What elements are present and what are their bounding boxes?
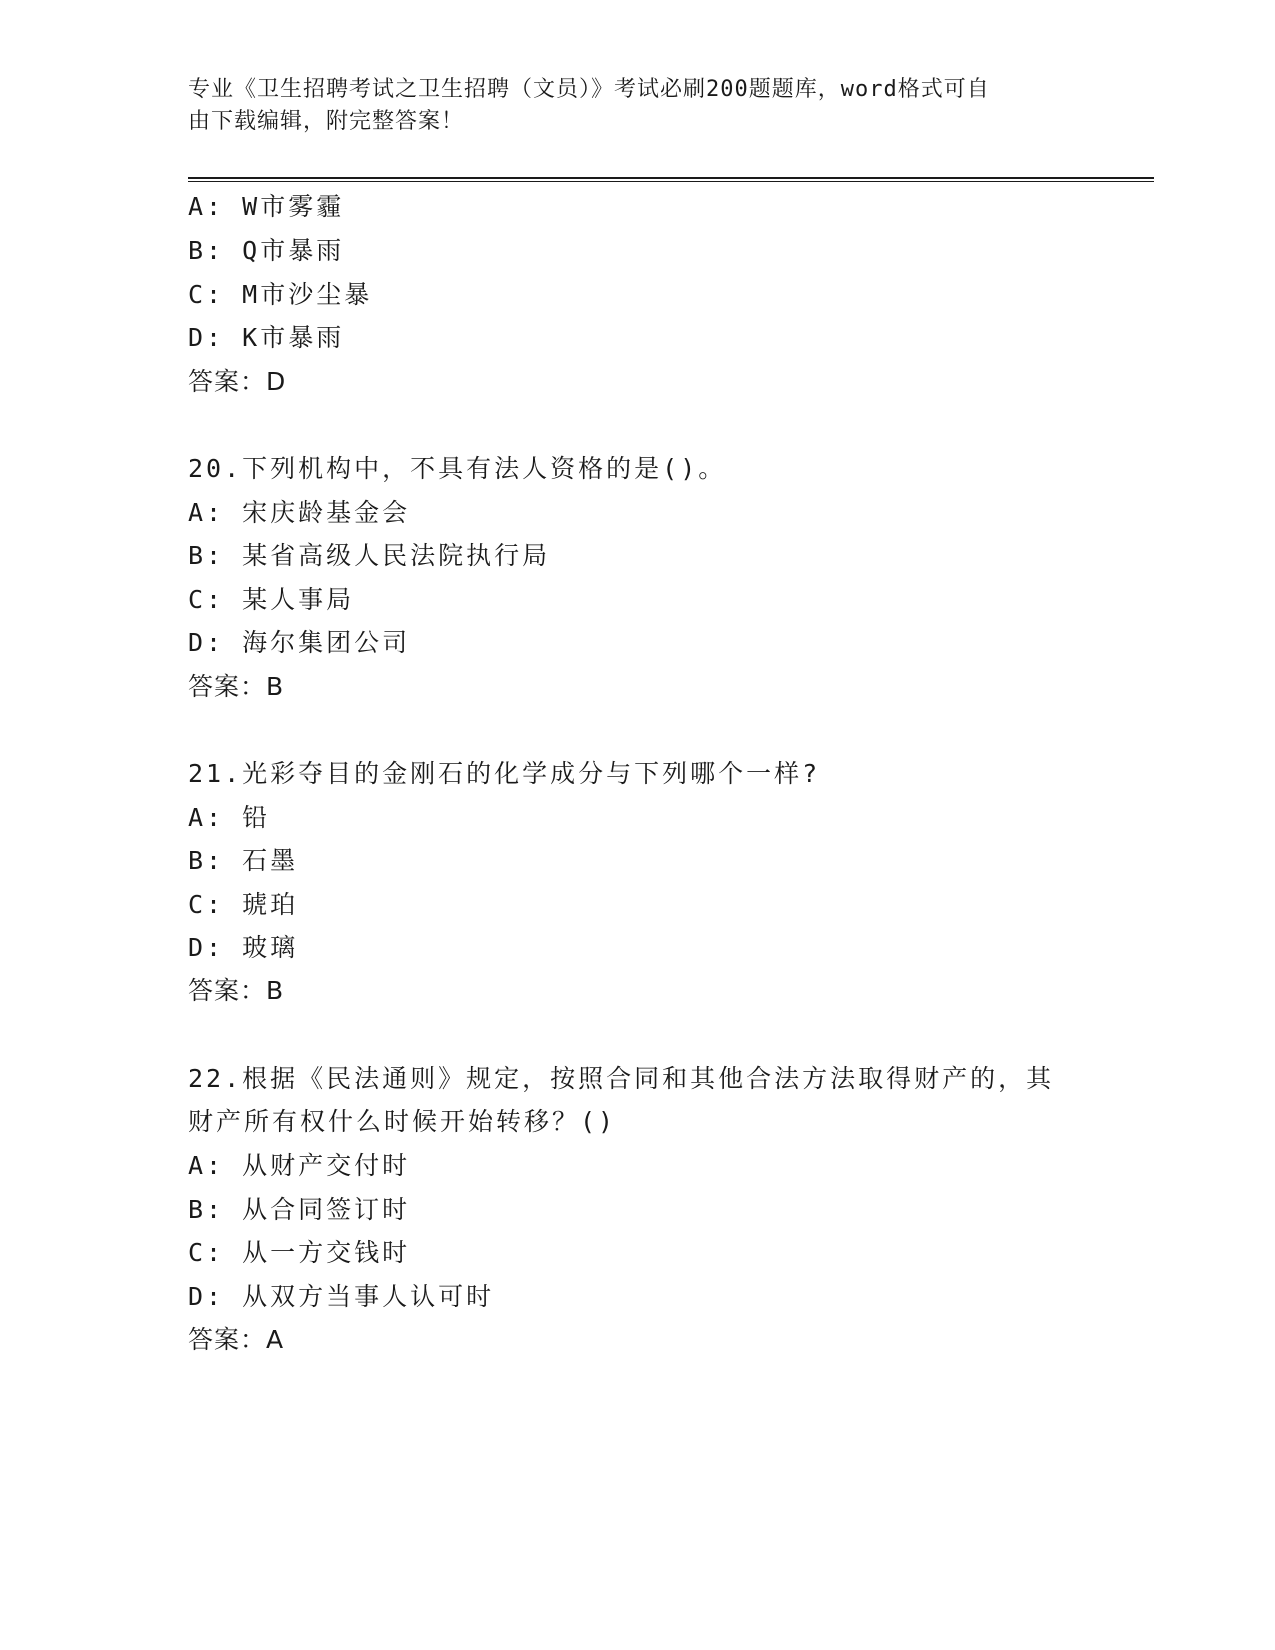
header-rule-thin <box>188 181 1154 182</box>
q22-option-b: B: 从合同签订时 <box>188 1195 411 1224</box>
document-header <box>188 74 1088 138</box>
q20-option-b: B: 某省高级人民法院执行局 <box>188 541 551 570</box>
header-line-2: 由下载编辑，附完整答案！ <box>188 109 465 134</box>
q21-option-b: B: 石墨 <box>188 846 299 875</box>
q22-answer: 答案：A <box>188 1325 285 1354</box>
q19-option-c: C: M市沙尘暴 <box>188 280 373 309</box>
q21-option-c: C: 琥珀 <box>188 890 299 919</box>
q21-answer: 答案：B <box>188 976 285 1005</box>
q22-question-line-1: 22.根据《民法通则》规定，按照合同和其他合法方法取得财产的，其 <box>188 1064 1055 1093</box>
q19-option-d: D: K市暴雨 <box>188 323 345 352</box>
q22-option-c: C: 从一方交钱时 <box>188 1238 411 1267</box>
q20-question: 20.下列机构中，不具有法人资格的是()。 <box>188 454 727 483</box>
q22-option-d: D: 从双方当事人认可时 <box>188 1282 495 1311</box>
q20-option-d: D: 海尔集团公司 <box>188 628 411 657</box>
header-line-1: 专业《卫生招聘考试之卫生招聘（文员）》考试必刷200题题库，word格式可自 <box>188 77 990 102</box>
q20-option-c: C: 某人事局 <box>188 585 355 614</box>
q19-option-a: A: W市雾霾 <box>188 192 345 221</box>
q22-option-a: A: 从财产交付时 <box>188 1151 411 1180</box>
q21-question: 21.光彩夺目的金刚石的化学成分与下列哪个一样? <box>188 759 821 788</box>
q19-answer: 答案：D <box>188 367 287 396</box>
header-rule-thick <box>188 177 1154 179</box>
q21-option-a: A: 铅 <box>188 803 271 832</box>
q20-answer: 答案：B <box>188 672 285 701</box>
q21-option-d: D: 玻璃 <box>188 933 299 962</box>
q20-option-a: A: 宋庆龄基金会 <box>188 498 411 527</box>
q19-option-b: B: Q市暴雨 <box>188 236 345 265</box>
q22-question-line-2: 财产所有权什么时候开始转移？() <box>188 1107 617 1136</box>
